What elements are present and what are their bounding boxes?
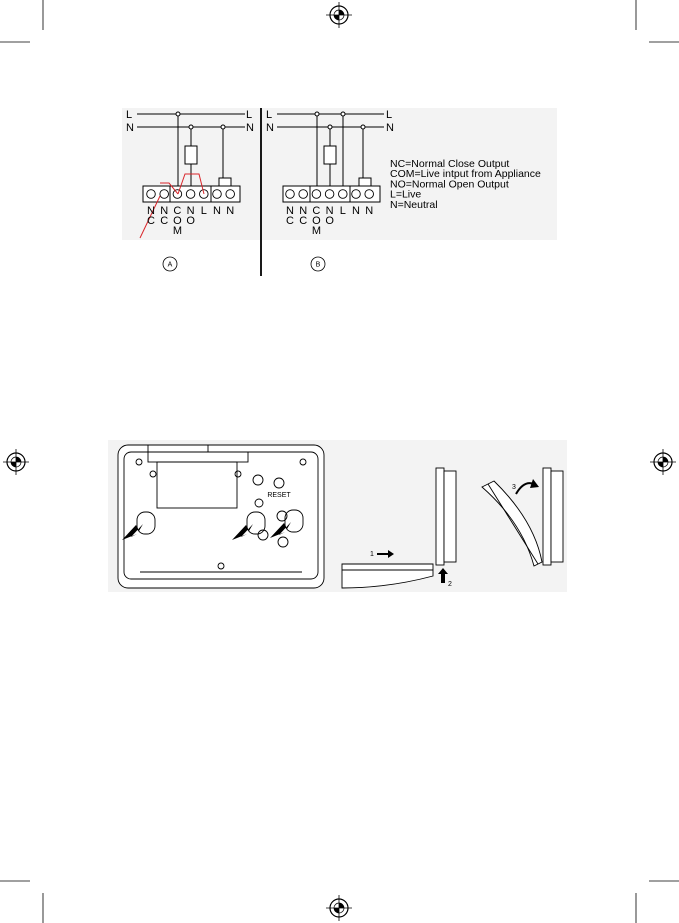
- diagram-b-terminal-screw: [365, 190, 374, 199]
- step-2-label: 2: [448, 581, 452, 588]
- diagram-b-terminal-screw: [312, 190, 321, 199]
- diagram-b-terminal-label: L: [339, 205, 346, 217]
- registration-mark-icon: [326, 2, 352, 28]
- wiring-diagram: [122, 108, 557, 276]
- diagram-a-terminal-screw: [186, 190, 195, 199]
- step-1-label: 1: [370, 551, 374, 558]
- rail-live-a-right: L: [246, 109, 253, 121]
- rail-neutral-b-left: N: [266, 122, 274, 134]
- legend-line: N=Neutral: [390, 198, 438, 211]
- reset-label: RESET: [267, 492, 291, 499]
- diagram-a-terminal-label: L: [200, 205, 207, 217]
- legend-line: NC=Normal Close Output: [390, 158, 510, 170]
- mounting-illustration: [108, 440, 567, 592]
- diagram-a-terminal-label: N: [213, 205, 221, 217]
- diagram-a-terminal-screw: [147, 190, 156, 199]
- diagram-a-terminal-screw: [213, 190, 222, 199]
- rail-neutral-b-right: N: [386, 122, 394, 134]
- diagram-b-terminal-screw: [325, 190, 334, 199]
- diagram-b-label: B: [315, 261, 321, 269]
- rail-live-b-right: L: [386, 109, 393, 121]
- registration-mark-icon: [326, 895, 352, 921]
- diagram-a-label: A: [167, 261, 173, 269]
- diagram-b-terminal-screw: [286, 190, 295, 199]
- diagram-a-terminal-screw: [226, 190, 235, 199]
- step-3-label: 3: [512, 484, 516, 491]
- diagram-b-terminal-label: N C: [286, 205, 294, 227]
- diagram-b-terminal-screw: [299, 190, 308, 199]
- legend-line: L=Live: [390, 188, 422, 201]
- registration-mark-icon: [3, 449, 29, 475]
- diagram-a-terminal-label: C O M: [172, 205, 182, 237]
- rail-live-b-left: L: [266, 109, 273, 121]
- legend-line: NO=Normal Open Output: [390, 178, 509, 191]
- back-plate: [118, 445, 324, 588]
- diagram-a-terminal-label: N C: [147, 205, 155, 227]
- rail-neutral-a-right: N: [246, 122, 254, 134]
- diagram-b-terminal-label: N C: [299, 205, 308, 227]
- diagram-a-terminal-screw: [160, 190, 169, 199]
- diagram-b-terminal-label: N: [365, 205, 374, 217]
- diagram-a-terminal-label: N C: [160, 205, 169, 227]
- diagram-a-terminal-label: N: [226, 205, 235, 217]
- rail-live-a-left: L: [126, 109, 133, 121]
- diagram-a-terminal-label: N O: [186, 205, 195, 227]
- diagram-b-terminal-label: N O: [325, 205, 334, 227]
- diagram-b-terminal-screw: [339, 190, 348, 199]
- diagram-b-terminal-label: N: [352, 205, 360, 217]
- registration-mark-icon: [650, 449, 676, 475]
- legend-line: COM=Live intput from Appliance: [390, 168, 541, 181]
- diagram-b-terminal-label: C O M: [311, 205, 321, 237]
- diagram-b-terminal-screw: [352, 190, 361, 199]
- rail-neutral-a-left: N: [126, 122, 134, 134]
